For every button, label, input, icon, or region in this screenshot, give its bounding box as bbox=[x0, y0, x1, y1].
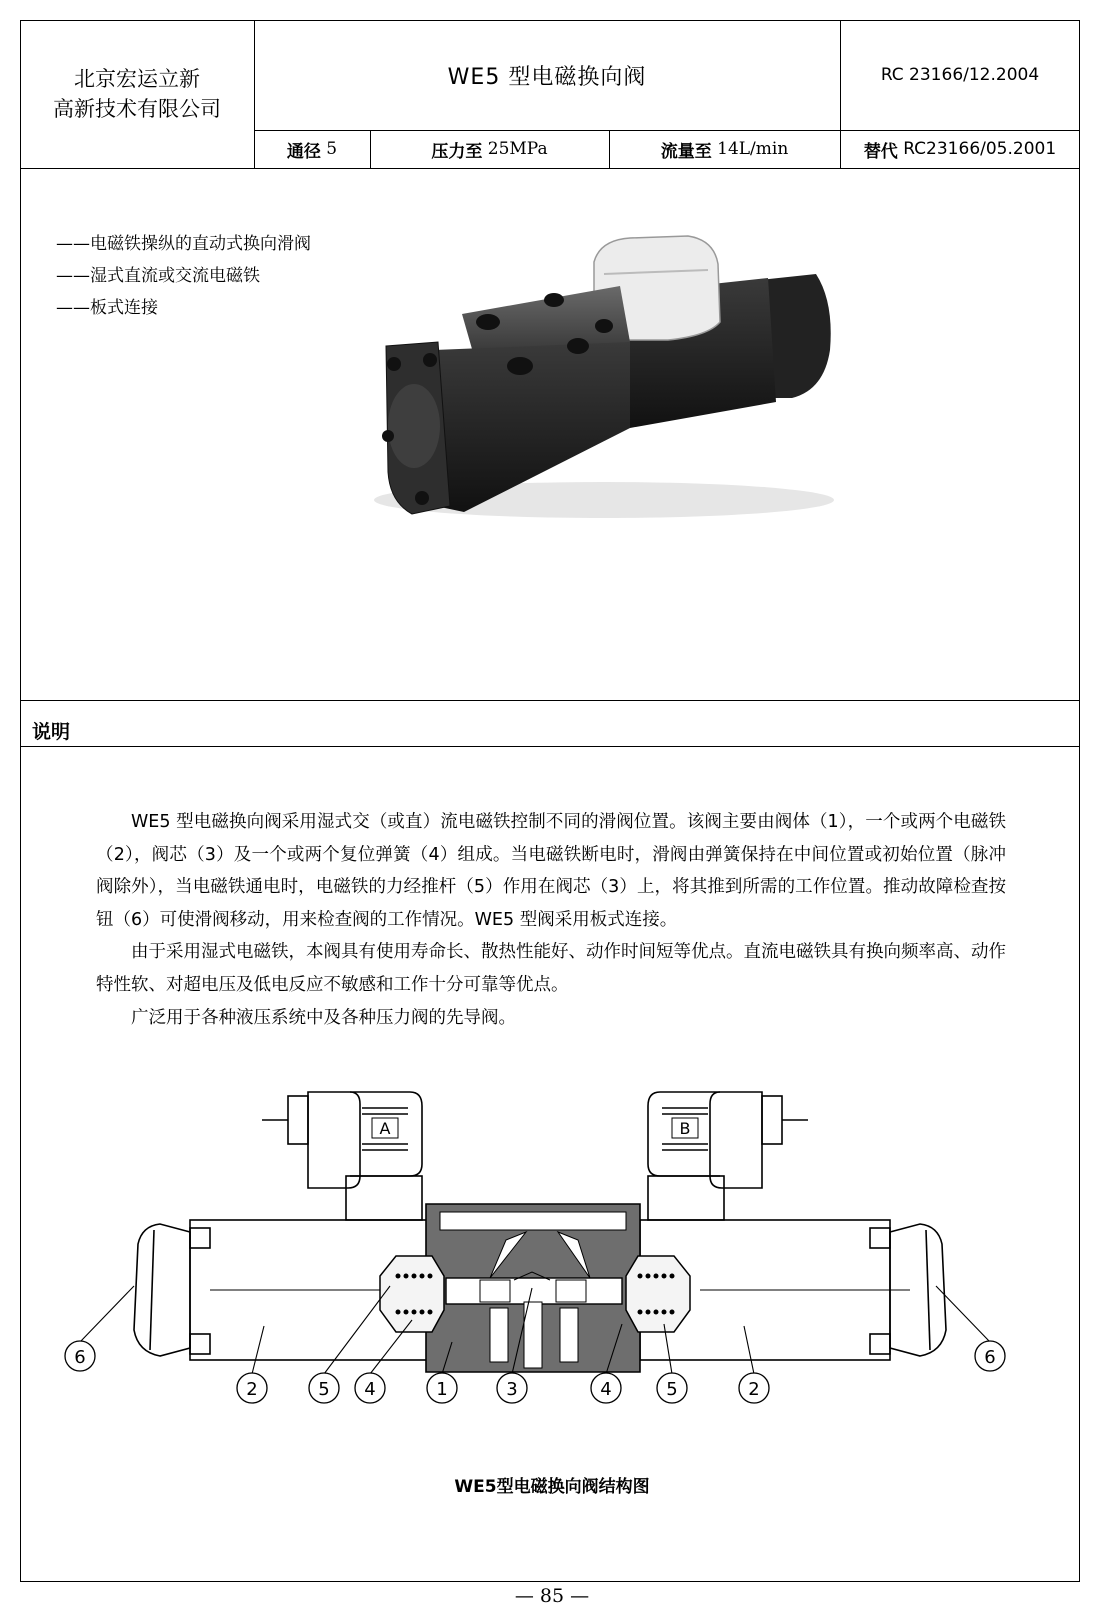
diagram-caption: WE5型电磁换向阀结构图 bbox=[454, 1477, 650, 1497]
company-line-2: 高新技术有限公司 bbox=[53, 97, 221, 121]
description bbox=[96, 806, 1006, 1034]
callout-label: 4 bbox=[600, 1379, 612, 1400]
feature-list bbox=[56, 228, 311, 324]
callout-label: 5 bbox=[666, 1379, 678, 1400]
feature-item: ——湿式直流或交流电磁铁 bbox=[56, 266, 260, 286]
spec-replaces bbox=[840, 130, 1080, 168]
solenoid-a-label: A bbox=[379, 1119, 391, 1138]
callout-label: 6 bbox=[984, 1347, 996, 1368]
callout-label: 4 bbox=[364, 1379, 376, 1400]
reference-number: RC 23166/12.2004 bbox=[880, 65, 1040, 85]
paragraph: 由于采用湿式电磁铁，本阀具有使用寿命长、散热性能好、动作时间短等优点。直流电磁铁具有换向频率高、动作特性软、对超电压及低电反应不敏感和工作十分可靠等优点。 bbox=[96, 942, 1006, 995]
company-name bbox=[20, 20, 254, 168]
callout-label: 6 bbox=[74, 1347, 86, 1368]
divider bbox=[20, 168, 1080, 169]
spec-value: 5 bbox=[326, 139, 338, 159]
structure-diagram bbox=[50, 1080, 1030, 1460]
spec-pressure bbox=[370, 130, 609, 168]
spec-flow bbox=[609, 130, 840, 168]
callout-label: 1 bbox=[436, 1379, 448, 1400]
company-line-1: 北京宏运立新 bbox=[74, 67, 200, 91]
spec-value: RC23166/05.2001 bbox=[903, 139, 1057, 159]
callout-label: 5 bbox=[318, 1379, 330, 1400]
paragraph: WE5 型电磁换向阀采用湿式交（或直）流电磁铁控制不同的滑阀位置。该阀主要由阀体（1），一个或两个电磁铁（2），阀芯（3）及一个或两个复位弹簧（4）组成。当电磁铁断电时，滑阀由弹簧保持在中间位置或初始位置（脉冲阀除外），当电磁铁通电时，电磁铁的力经推杆（5）作用在阀芯（3）上，将其推到所需的工作位置。推动故障检查按钮（6）可使滑阀移动，用来检查阀的工作情况。WE5 型阀采用板式连接。 bbox=[96, 812, 1006, 930]
valve-photo bbox=[368, 222, 840, 522]
feature-item: ——板式连接 bbox=[56, 298, 158, 318]
divider bbox=[20, 746, 1080, 747]
spec-label: 压力至 bbox=[431, 141, 483, 162]
page-number: — 85 — bbox=[514, 1585, 590, 1607]
callout-label: 2 bbox=[748, 1379, 760, 1400]
callout-label: 2 bbox=[246, 1379, 258, 1400]
spec-bore bbox=[254, 130, 370, 168]
spec-label: 通径 bbox=[286, 141, 321, 162]
feature-item: ——电磁铁操纵的直动式换向滑阀 bbox=[56, 234, 311, 254]
paragraph: 广泛用于各种液压系统中及各种压力阀的先导阀。 bbox=[131, 1007, 516, 1028]
section-title: 说明 bbox=[32, 721, 71, 743]
solenoid-b-label: B bbox=[679, 1119, 691, 1138]
divider bbox=[20, 700, 1080, 701]
document-title: WE5 型电磁换向阀 bbox=[447, 64, 647, 90]
spec-value: 14L/min bbox=[717, 139, 789, 159]
spec-label: 替代 bbox=[863, 141, 898, 162]
spec-value: 25MPa bbox=[487, 139, 548, 159]
spec-label: 流量至 bbox=[660, 141, 712, 162]
callout-label: 3 bbox=[506, 1379, 518, 1400]
